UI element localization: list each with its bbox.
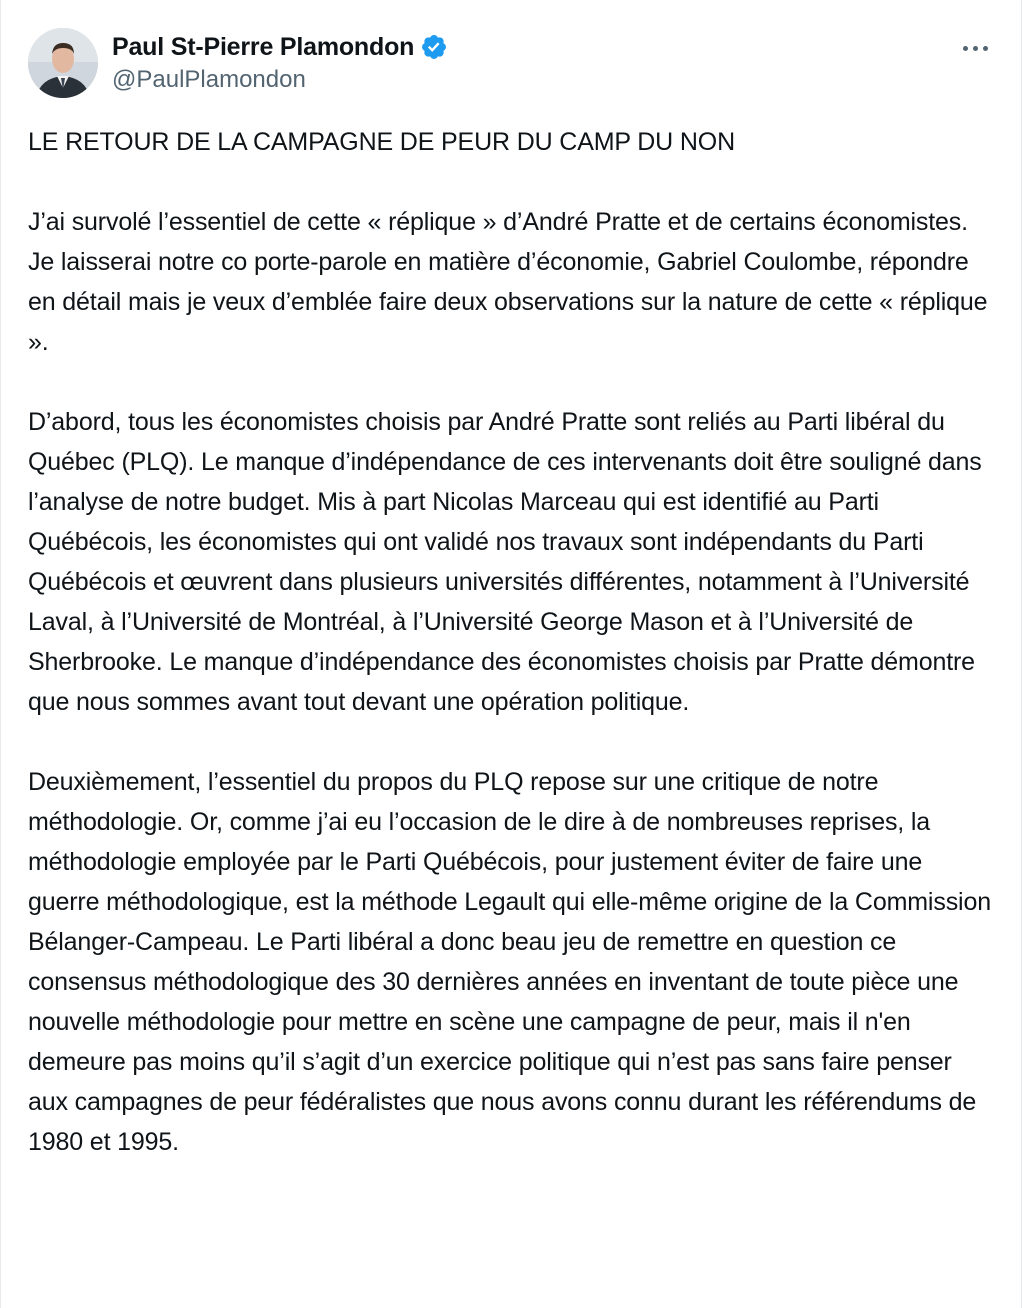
dot xyxy=(973,46,978,51)
avatar[interactable] xyxy=(28,28,98,98)
tweet-header xyxy=(1,0,1022,110)
tweet-text xyxy=(28,122,993,1162)
verified-badge-icon[interactable] xyxy=(420,33,448,61)
tweet-paragraph: LE RETOUR DE LA CAMPAGNE DE PEUR DU CAMP DU NON xyxy=(28,128,735,156)
tweet-paragraph: J’ai survolé l’essentiel de cette « réplique » d’André Pratte et de certains économistes. Je laisserai notre co porte-parole en matière d’économie, Gabriel Coulombe, répondre en détail mais je veux d’emblée faire deux observations sur la nature de cette « réplique ». xyxy=(28,208,988,356)
tweet-paragraph: D’abord, tous les économistes choisis par André Pratte sont reliés au Parti libéral du Québec (PLQ). Le manque d’indépendance de ces intervenants doit être souligné dans l’analyse de notre budget. Mis à part Nicolas Marceau qui est identifié au Parti Québécois, les économistes qui ont validé nos travaux sont indépendants du Parti Québécois et œuvrent dans plusieurs universités différentes, notamment à l’Université Laval, à l’Université de Montréal, à l’Université George Mason et à l’Université de Sherbrooke. Le manque d’indépendance des économistes choisis par Pratte démontre que nous sommes avant tout devant une opération politique. xyxy=(28,408,982,716)
display-name[interactable]: Paul St-Pierre Plamondon xyxy=(112,32,415,61)
more-options-icon[interactable] xyxy=(953,30,997,66)
dot xyxy=(963,46,968,51)
profile-photo-icon xyxy=(28,28,98,98)
tweet-paragraph: Deuxièmement, l’essentiel du propos du PLQ repose sur une critique de notre méthodologie. Or, comme j’ai eu l’occasion de le dire à de nombreuses reprises, la méthodologie employée par le Parti Québécois, pour justement éviter de faire une guerre méthodologique, est la méthode Legault qui elle-même origine de la Commission Bélanger-Campeau. Le Parti libéral a donc beau jeu de remettre en question ce consensus méthodologique des 30 dernières années en inventant de toute pièce une nouvelle méthodologie pour mettre en scène une campagne de peur, mais il n'en demeure pas moins qu’il s’agit d’un exercice politique qui n’est pas sans faire penser aux campagnes de peur fédéralistes que nous avons connu durant les référendums de 1980 et 1995. xyxy=(28,768,991,1156)
dot xyxy=(983,46,988,51)
name-row xyxy=(112,30,448,64)
user-handle[interactable]: @PaulPlamondon xyxy=(112,66,306,93)
